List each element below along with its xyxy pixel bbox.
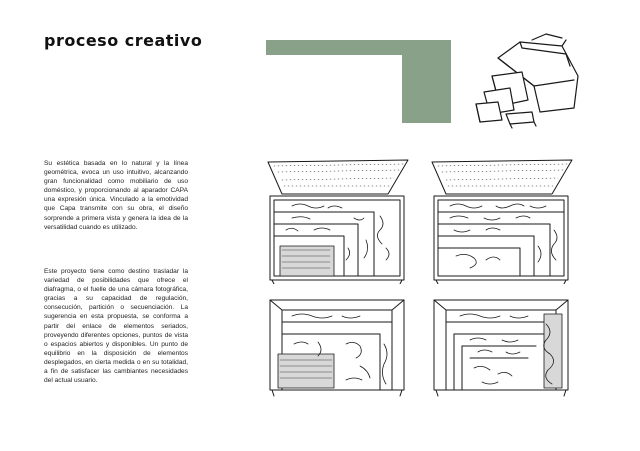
body-paragraph-2: Este proyecto tiene como destino trasladar la variedad de posibilidades que ofrece el diafragma, o el fuelle de una cámara fotográfica, gracias a su capacidad de regulación, consecución, partición o secuenciación. La sugerencia en esta propuesta, se conforma a partir del enlace de elementos seriados, proveyendo diferentes opciones, puntos de vista o espacios abiertos y disponibles. Un punto de equilibrio en la disposición de elementos desplegados, en cierta medida o en su totalidad, a fin de satisfacer las cambiantes necesidades del actual usuario. <box>44 268 188 385</box>
nested-boxes-sketch <box>462 26 586 130</box>
cabinet-sketch-1 <box>262 156 414 284</box>
page-title: proceso creativo <box>44 31 203 50</box>
green-bracket-shape <box>266 40 451 123</box>
cabinet-sketch-4 <box>426 294 578 402</box>
cabinet-sketch-3 <box>262 294 414 402</box>
body-paragraph-1: Su estética basada en lo natural y la línea geométrica, evoca un uso intuitivo, alcanzando gran funcionalidad como mobiliario de uso doméstico, y proporcionando al aparador CAPA una expresión única. Vinculado a la emotividad que Capa transmite con su obra, el diseño sorprende a primera vista y genera la idea de la versatilidad cuando es utilizado. <box>44 160 188 231</box>
cabinet-sketch-2 <box>426 156 578 284</box>
green-bracket-graphic <box>266 40 452 124</box>
